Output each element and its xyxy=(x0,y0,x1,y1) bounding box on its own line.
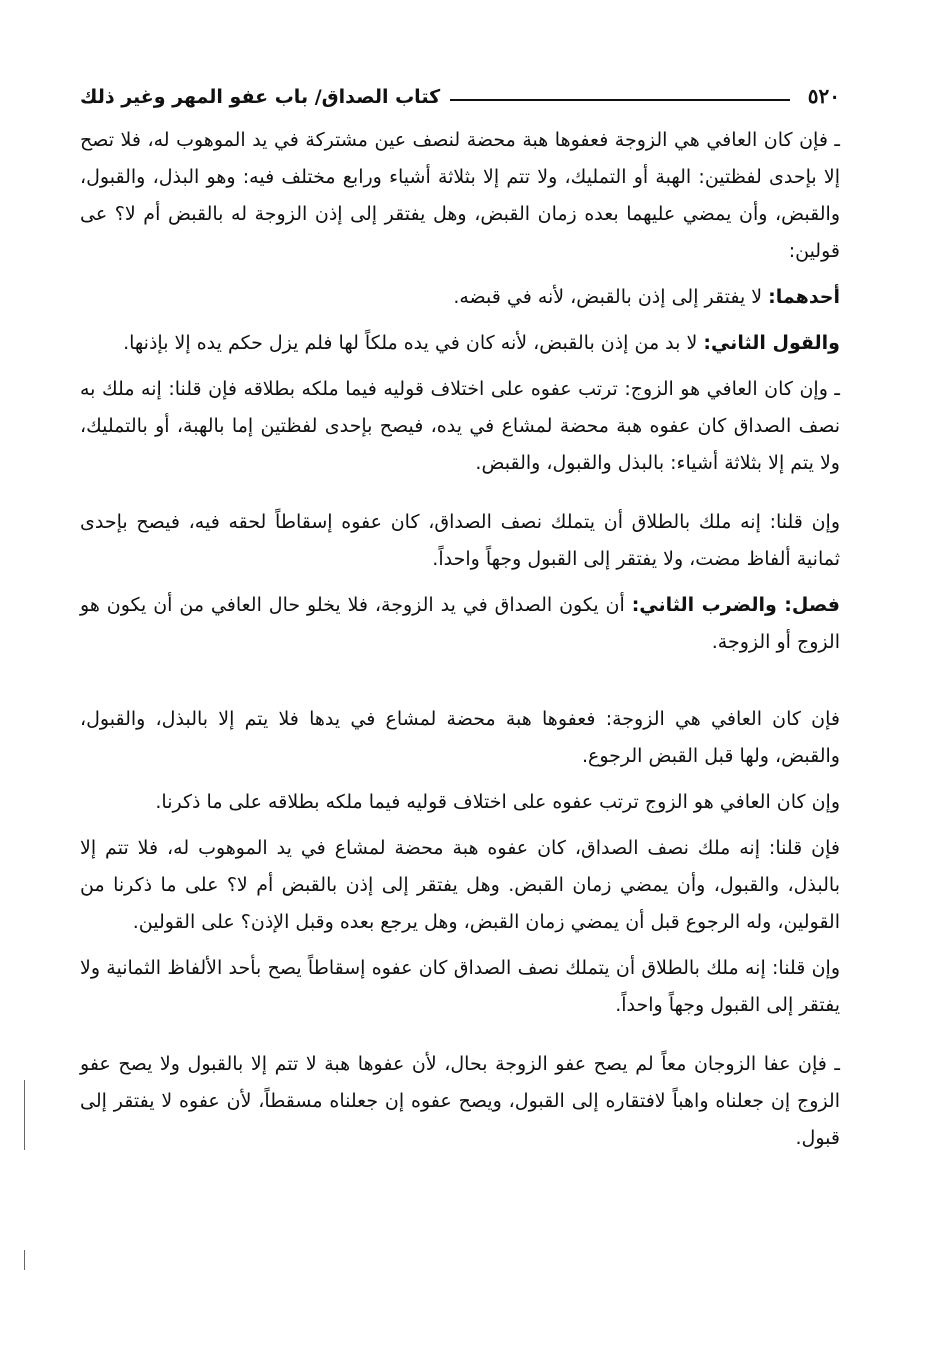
paragraph xyxy=(80,279,840,316)
page-header xyxy=(80,80,840,108)
header-rule xyxy=(450,99,790,101)
paragraph-lead: فصل: والضرب الثاني: xyxy=(631,594,840,616)
paragraph-text: لا بد من إذن بالقبض، لأنه كان في يده ملكاً لها فلم يزل حكم يده إلا بإذنها. xyxy=(123,332,704,354)
scan-margin-mark xyxy=(24,1080,25,1150)
paragraph-lead: أحدهما: xyxy=(768,286,840,308)
document-page xyxy=(80,80,840,1166)
paragraph xyxy=(80,371,840,482)
paragraph xyxy=(80,830,840,941)
body-text xyxy=(80,122,840,1157)
paragraph xyxy=(80,701,840,775)
paragraph xyxy=(80,122,840,270)
paragraph-text: لا يفتقر إلى إذن بالقبض، لأنه في قبضه. xyxy=(453,286,769,308)
paragraph-text: وإن قلنا: إنه ملك بالطلاق أن يتملك نصف الصداق كان عفوه إسقاطاً يصح بأحد الألفاظ الثمانية ولا يفتقر إلى القبول وجهاً واحداً. xyxy=(80,957,840,1016)
scan-margin-mark xyxy=(24,1250,25,1270)
paragraph-text: ـ وإن كان العافي هو الزوج: ترتب عفوه على اختلاف قوليه فيما ملكه بطلاقه فإن قلنا: إنه ملك به نصف الصداق كان عفوه هبة محضة لمشاع في يده، فيصح بإحدى لفظتين إما بالهبة، أو بالتمليك، ولا يتم إلا بثلاثة أشياء: بالبذل والقبول، والقبض. xyxy=(80,378,840,474)
paragraph-text: فإن قلنا: إنه ملك نصف الصداق، كان عفوه هبة محضة لمشاع في يد الموهوب له، فلا تتم إلا بالبذل، والقبول، وأن يمضي زمان القبض. وهل يفتقر إلى إذن بالقبض أم لا؟ على ما ذكرنا من القولين، وله الرجوع قبل أن يمضي زمان القبض، وهل يرجع بعده وقبل الإذن؟ على القولين. xyxy=(80,837,840,933)
paragraph xyxy=(80,1046,840,1157)
paragraph-text: وإن قلنا: إنه ملك بالطلاق أن يتملك نصف الصداق، كان عفوه إسقاطاً لحقه فيه، فيصح بإحدى ثمانية ألفاظ مضت، ولا يفتقر إلى القبول وجهاً واحداً. xyxy=(80,511,840,570)
running-title: كتاب الصداق/ باب عفو المهر وغير ذلك xyxy=(80,86,441,108)
paragraph xyxy=(80,950,840,1024)
paragraph xyxy=(80,504,840,578)
paragraph xyxy=(80,325,840,362)
page-number: ٥٢٠ xyxy=(807,84,840,108)
paragraph-text: أن يكون الصداق في يد الزوجة، فلا يخلو حال العافي من أن يكون هو الزوج أو الزوجة. xyxy=(80,594,840,653)
paragraph-lead: والقول الثاني: xyxy=(703,332,840,354)
paragraph xyxy=(80,784,840,821)
paragraph-text: فإن كان العافي هي الزوجة: فعفوها هبة محضة لمشاع في يدها فلا يتم إلا بالبذل، والقبول، والقبض، ولها قبل القبض الرجوع. xyxy=(80,708,840,767)
paragraph-text: وإن كان العافي هو الزوج ترتب عفوه على اختلاف قوليه فيما ملكه بطلاقه على ما ذكرنا. xyxy=(155,791,840,813)
paragraph-text: ـ فإن عفا الزوجان معاً لم يصح عفو الزوجة بحال، لأن عفوها هبة لا تتم إلا بالقبول ولا يصح عفو الزوج إن جعلناه واهباً لافتقاره إلى القبول، ويصح عفوه إن جعلناه مسقطاً، لأن عفوه لا يفتقر إلى قبول. xyxy=(80,1053,840,1149)
paragraph xyxy=(80,587,840,661)
paragraph-text: ـ فإن كان العافي هي الزوجة فعفوها هبة محضة لنصف عين مشتركة في يد الموهوب له، فلا تصح إلا بإحدى لفظتين: الهبة أو التمليك، ولا تتم إلا بثلاثة أشياء ورابع مختلف فيه: وهو البذل، والقبول، والقبض، وأن يمضي عليهما بعده زمان القبض، وهل يفتقر إلى إذن الزوجة له بالقبض أم لا؟ عى قولين: xyxy=(80,129,840,262)
